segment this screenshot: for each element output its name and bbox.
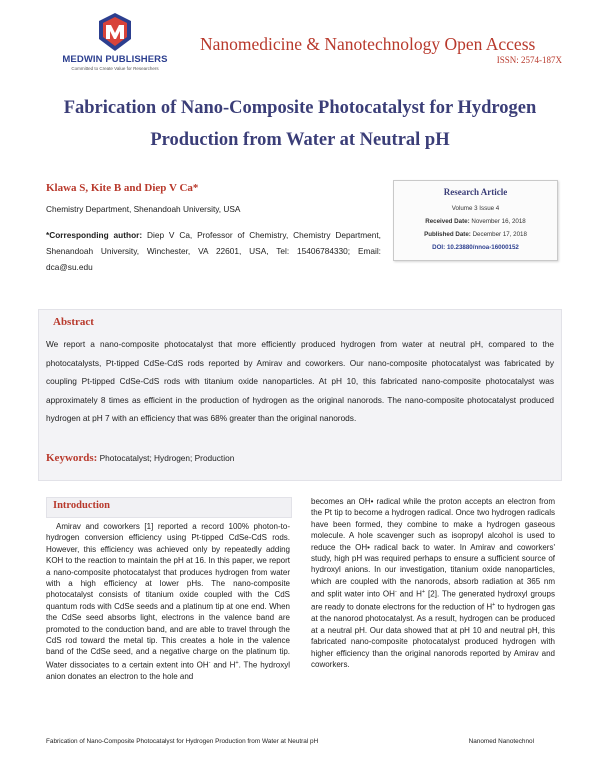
footer-journal-abbrev: Nanomed Nanotechnol: [468, 738, 534, 745]
article-info-box: [393, 180, 558, 261]
authors: Klawa S, Kite B and Diep V Ca*: [46, 182, 199, 194]
article-title-line2: Production from Water at Neutral pH: [150, 130, 450, 150]
publisher-logo: [62, 12, 168, 74]
received-date: [394, 218, 557, 225]
issn: ISSN: 2574-187X: [496, 55, 562, 65]
keywords-list: Photocatalyst; Hydrogen; Production: [99, 453, 235, 463]
text-run: and H: [396, 589, 422, 599]
published-label: Published Date:: [424, 231, 471, 238]
publisher-tagline: Committed to Create Value for Researchers: [71, 66, 159, 71]
article-title-line1: Fabrication of Nano-Composite Photocatalyst for Hydrogen: [63, 98, 537, 118]
corresponding-label: *Corresponding author:: [46, 230, 143, 240]
volume-issue: Volume 3 Issue 4: [451, 205, 500, 212]
corresponding-author: [46, 227, 381, 275]
superscript: -: [208, 659, 211, 666]
footer-running-title: Fabrication of Nano-Composite Photocatalyst for Hydrogen Production from Water at Neutral pH: [46, 738, 319, 745]
publisher-name: MEDWIN PUBLISHERS: [62, 54, 168, 65]
superscript: +: [235, 659, 239, 666]
superscript: -: [394, 589, 397, 596]
affiliation: Chemistry Department, Shenandoah University, USA: [46, 204, 241, 214]
body-paragraph: [311, 496, 555, 670]
published-value: December 17, 2018: [472, 231, 527, 238]
text-run: . The hydroxyl anion donates an electron to the hole and: [46, 660, 290, 681]
superscript: +: [492, 602, 496, 609]
corresponding-text: Diep V Ca, Professor of Chemistry, Chemistry Department, Shenandoah University, Winchester, VA 22601, USA, Tel: 15406784330; Email: dca@su.edu: [46, 230, 381, 272]
abstract-heading: Abstract: [53, 316, 94, 328]
abstract-text: We report a nano-composite photocatalyst that more efficiently produced hydrogen from water at neutral pH, compared to the photocatalysts, Pt-tipped CdSe-CdS rods reported by Amirav and coworkers. Our nano-composite photocatalyst was fabricated by coupling Pt-tipped CdSe-CdS rods with titanium oxide nanoparticles. At pH 10, this fabricated nano-composite photocatalyst was approximately 8 times as efficient in the production of hydrogen as the original nanorods. The nano-composite photocatalyst produced hydrogen at pH 7 with an efficiency that was 68% greater than the original nanorods.: [46, 339, 554, 423]
body-left-column: [46, 521, 290, 682]
superscript: +: [421, 589, 426, 596]
published-date: [394, 231, 557, 238]
doi: [394, 244, 557, 251]
doi-link[interactable]: 10.23880/nnoa-16000152: [446, 244, 519, 251]
article-title: [30, 92, 570, 156]
article-type: Research Article: [443, 187, 508, 197]
journal-title: Nanomedicine & Nanotechnology Open Access: [200, 34, 536, 54]
body-paragraph: [46, 521, 290, 682]
text-run: to hydrogen gas at the nanorod photocatalyst. As a result, hydrogen can be produced at a neutral pH. Our data showed that at pH 10 and neutral pH, this fabricated nano-composite photocatalyst produced hydrogen with higher efficiency than the original nanorods reported by Amirav and coworkers.: [311, 602, 555, 669]
medwin-logo-icon: [96, 12, 134, 52]
text-run: [2]. The generated hydroxyl groups are ready to donate electrons for the reduction of H: [311, 589, 555, 612]
text-run: Amirav and coworkers [1] reported a record 100% photon-to-hydrogen conversion efficiency using Pt-tipped CdSe-CdS rods. However, this efficiency was achieved only by repeatedly adding KOH to the reaction to maintain the pH at 16. In this paper, we report a nano-composite photocatalyst that produces hydrogen from water with a high efficiency at lower pHs. The nano-composite photocatalyst consists of titanium oxide coupled with the CdS quantum rods with CdSe seeds and a platinum tip at one end. When the CdSe seed absorbs light, electrons in the valence band are promoted to the conduction band, and are able to travel through the CdS rod toward the metal tip. This creates a hole in the valence band of the CdSe seed, and a negative charge on the platinum tip. Water dissociates to a certain extent into OH: [46, 522, 290, 670]
introduction-heading: Introduction: [53, 500, 110, 511]
received-value: November 16, 2018: [471, 218, 526, 225]
doi-label: DOI:: [432, 244, 446, 251]
received-label: Received Date:: [425, 218, 470, 225]
text-run: becomes an OH• radical while the proton accepts an electron from the Pt tip to become a hydrogen radical. Once two hydrogen radicals have been formed, they combine to make a hydrogen gaseous molecule. A hole scavenger such as isopropyl alcohol is used to reduce the OH• radical back to water. In Amirav and coworkers' study, high pH was required perhaps to ensure a sufficient source of hydroxyl anions. In our investigation, titanium oxide nanoparticles, which are coupled with the nanorods, absorb radiation at 365 nm and split water into OH: [311, 497, 555, 599]
keywords: [46, 452, 234, 464]
body-right-column: [311, 496, 555, 670]
keywords-label: Keywords:: [46, 452, 98, 464]
text-run: and H: [210, 660, 236, 670]
